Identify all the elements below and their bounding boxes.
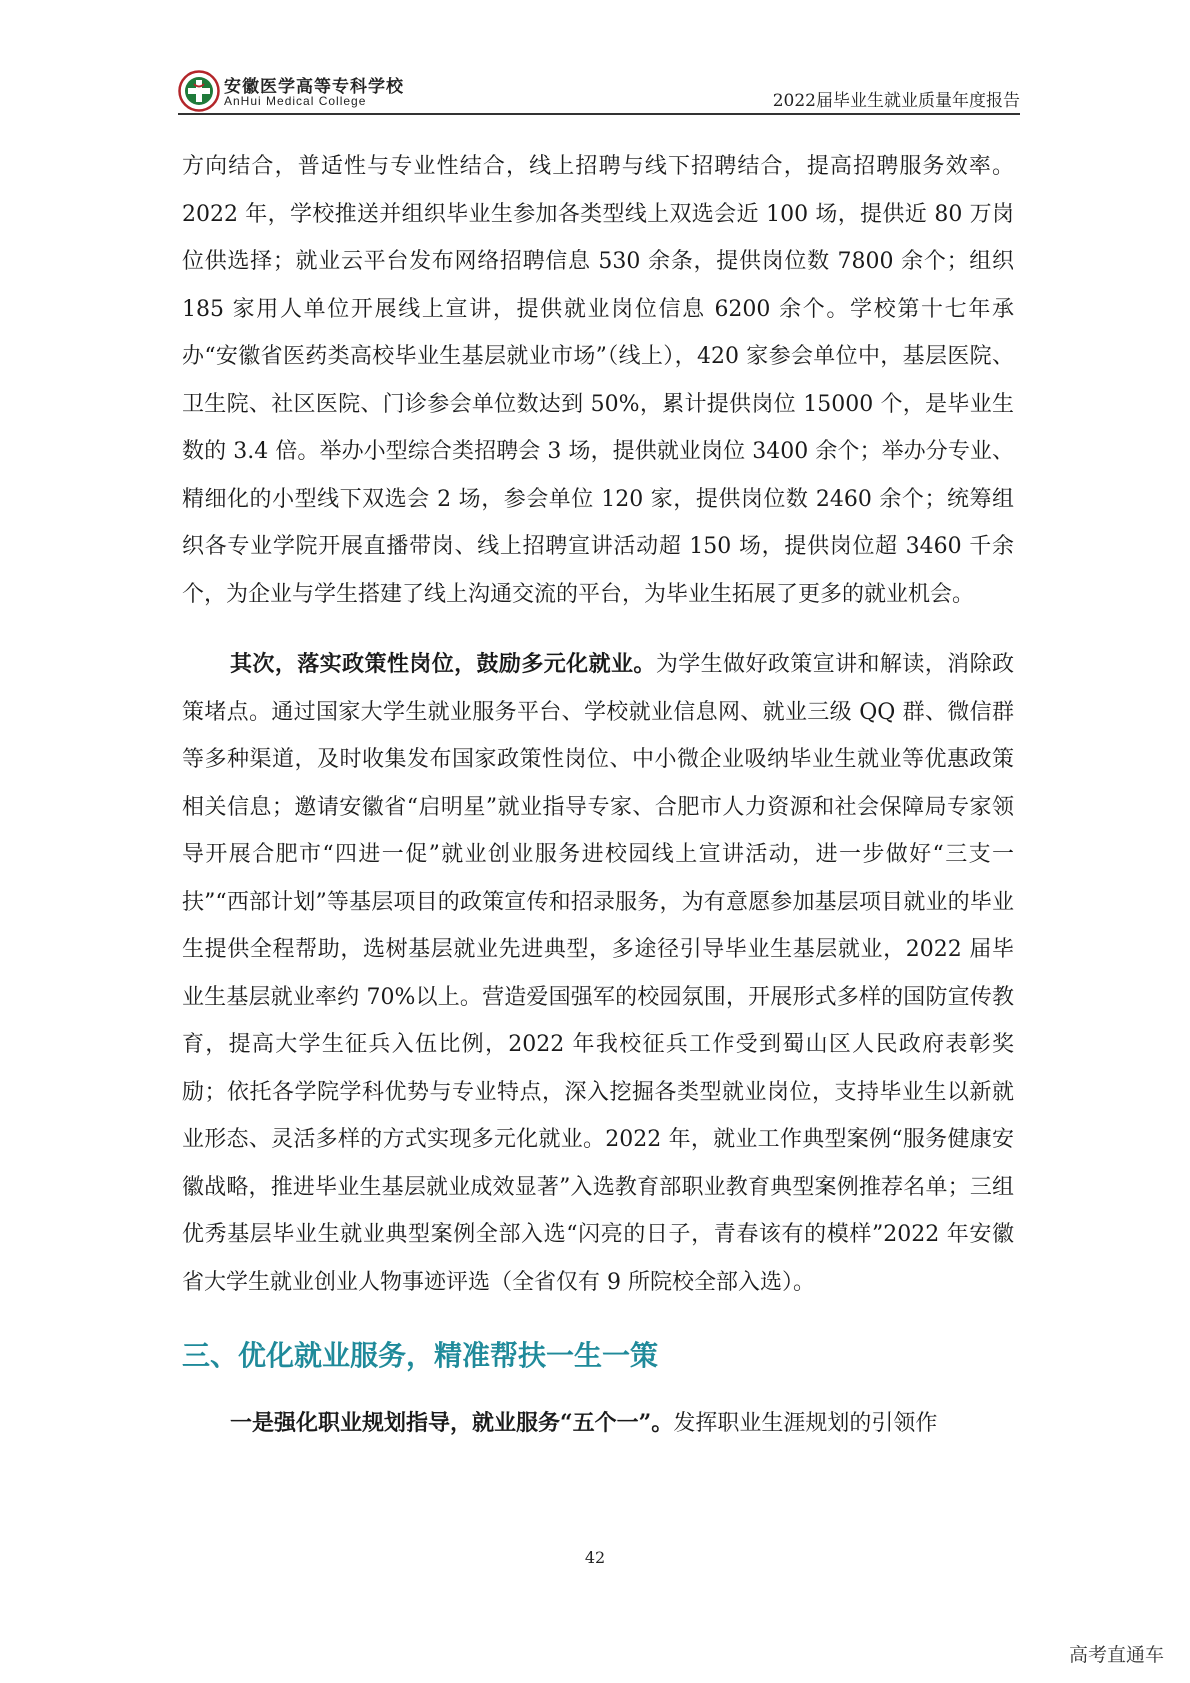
watermark: 高考直通车 (1068, 1644, 1164, 1666)
paragraph-text: 发挥职业生涯规划的引领作 (673, 1411, 938, 1436)
section-heading: 三、优化就业服务，精准帮扶一生一策 (182, 1339, 659, 1372)
page-number: 42 (584, 1548, 606, 1567)
page-content (182, 143, 1014, 1448)
college-name-cn: 安徽医学高等专科学校 (224, 77, 404, 97)
page-header (178, 68, 1020, 114)
paragraph-career-planning (182, 1400, 1014, 1448)
paragraph-policy-positions (182, 641, 1014, 1306)
header-divider (178, 113, 1020, 115)
college-emblem-icon (178, 70, 220, 112)
paragraph-lead: 一是强化职业规划指导，就业服务“五个一”。 (230, 1410, 674, 1436)
report-title: 2022届毕业生就业质量年度报告 (772, 91, 1020, 111)
paragraph-text: 为学生做好政策宣讲和解读，消除政策堵点。通过国家大学生就业服务平台、学校就业信息网、就业三级 QQ 群、微信群等多种渠道，及时收集发布国家政策性岗位、中小微企业吸纳毕业生就业等优惠政策相关信息；邀请安徽省“启明星”就业指导专家、合肥市人力资源和社会保障局专家领导开展合肥市“四进一促”就业创业服务进校园线上宣讲活动，进一步做好“三支一扶”“西部计划”等基层项目的政策宣传和招录服务，为有意愿参加基层项目就业的毕业生提供全程帮助，选树基层就业先进典型，多途径引导毕业生基层就业，2022 届毕业生基层就业率约 70%以上。营造爱国强军的校园氛围，开展形式多样的国防宣传教育，提高大学生征兵入伍比例，2022 年我校征兵工作受到蜀山区人民政府表彰奖励；依托各学院学科优势与专业特点，深入挖掘各类型就业岗位，支持毕业生以新就业形态、灵活多样的方式实现多元化就业。2022 年，就业工作典型案例“服务健康安徽战略，推进毕业生基层就业成效显著”入选教育部职业教育典型案例推荐名单；三组优秀基层毕业生就业典型案例全部入选“闪亮的日子，青春该有的模样”2022 年安徽省大学生就业创业人物事迹评选（全省仅有 9 所院校全部入选）。 (182, 652, 1014, 1295)
paragraph-continued: 方向结合，普适性与专业性结合，线上招聘与线下招聘结合，提高招聘服务效率。2022 年，学校推送并组织毕业生参加各类型线上双选会近 100 场，提供近 80 万岗位供选择；就业云平台发布网络招聘信息 530 余条，提供岗位数 7800 余个；组织 185 家用人单位开展线上宣讲，提供就业岗位信息 6200 余个。学校第十七年承办“安徽省医药类高校毕业生基层就业市场”（线上），420 家参会单位中，基层医院、卫生院、社区医院、门诊参会单位数达到 50%，累计提供岗位 15000 个，是毕业生数的 3.4 倍。举办小型综合类招聘会 3 场，提供就业岗位 3400 余个；举办分专业、精细化的小型线下双选会 2 场，参会单位 120 家，提供岗位数 2460 余个；统筹组织各专业学院开展直播带岗、线上招聘宣讲活动超 150 场，提供岗位超 3460 千余个，为企业与学生搭建了线上沟通交流的平台，为毕业生拓展了更多的就业机会。 (182, 154, 1014, 607)
college-name-en: AnHui Medical College (224, 94, 367, 108)
paragraph-lead: 其次，落实政策性岗位，鼓励多元化就业。 (230, 651, 656, 677)
